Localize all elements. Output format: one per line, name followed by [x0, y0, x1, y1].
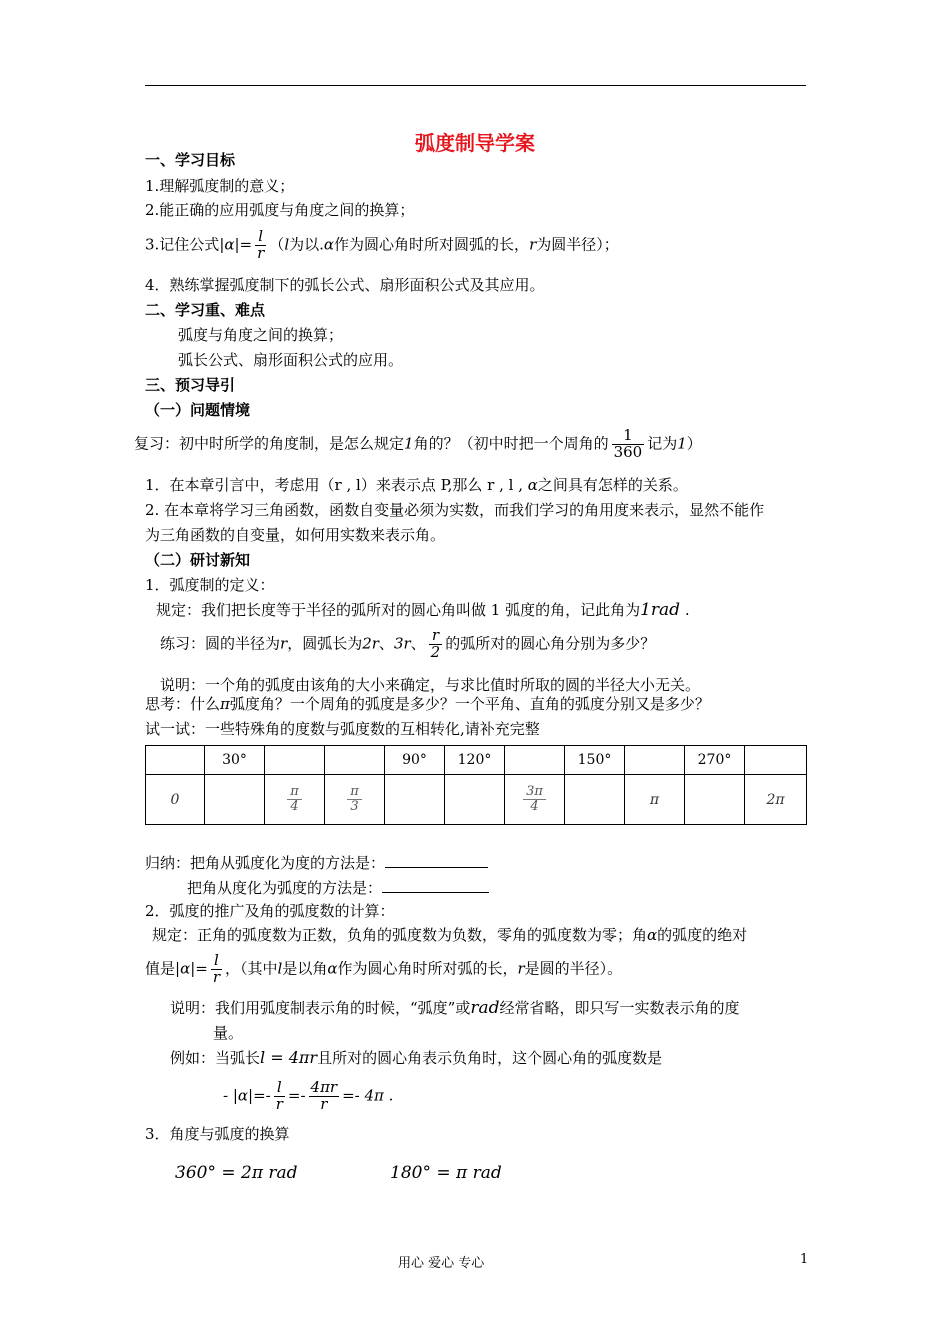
- radian-fraction: $\frac{3\pi}{4}$: [523, 785, 546, 815]
- goal-1: 1.理解弧度制的意义；: [145, 177, 295, 195]
- radian-row: [146, 775, 807, 825]
- question-2-line2: 为三角函数的自变量，如何用实数来表示角。: [145, 526, 446, 544]
- think-line: 思考：什么π弧度角？一个周角的弧度是多少？一个平角、直角的弧度分别又是多少？: [145, 695, 710, 713]
- radian-cell: [325, 775, 385, 825]
- radian-cell: 2π: [745, 775, 807, 825]
- radian-cell: π: [625, 775, 685, 825]
- blank-answer-2[interactable]: [382, 880, 489, 893]
- degree-cell: 270°: [685, 746, 745, 775]
- definition-line: 规定：我们把长度等于半径的弧所对的圆心角叫做 1 弧度的角，记此角为1rad .: [156, 600, 690, 620]
- practice-line: 练习：圆的半径为r，圆弧长为2r、3r、 $\frac{r}{2}$ 的弧所对的圆心角分别为多少？: [160, 626, 656, 661]
- degree-cell: [146, 746, 205, 775]
- radian-cell: [685, 775, 745, 825]
- rule-line: 规定：正角的弧度数为正数，负角的弧度数为负数，零角的弧度数为零；角α的弧度的绝对: [152, 926, 748, 944]
- degree-cell: 90°: [385, 746, 445, 775]
- radian-cell: [205, 775, 265, 825]
- extension-heading: 2．弧度的推广及角的弧度数的计算：: [145, 902, 395, 920]
- radian-fraction: $\frac{\pi}{3}$: [347, 785, 362, 815]
- section-heading-goals: 一、学习目标: [145, 151, 236, 169]
- example-line: 例如：当弧长l = 4πr且所对的圆心角表示负角时，这个圆心角的弧度数是: [170, 1048, 663, 1067]
- value-line: 值是|α|= $\frac{l}{r}$ ，（其中l是以角α作为圆心角时所对弧的长，r是圆的半径）。: [145, 951, 623, 986]
- conversion-360: 360° = 2π rad: [175, 1163, 298, 1183]
- degree-cell: [265, 746, 325, 775]
- degree-cell: 120°: [445, 746, 505, 775]
- page-number: 1: [800, 1252, 809, 1267]
- degree-row: [146, 746, 807, 775]
- note-line-cont: 量。: [213, 1024, 244, 1042]
- goal-3-lhs: |α|=: [219, 235, 253, 254]
- goal-3-fraction: $\frac{l}{r}$: [257, 227, 265, 262]
- goal-2: 2.能正确的应用弧度与角度之间的换算；: [145, 201, 415, 219]
- degree-cell: [625, 746, 685, 775]
- goal-3-prefix: 3.记住公式: [145, 235, 220, 254]
- summary-line-1: 归纳：把角从弧度化为度的方法是：: [145, 855, 488, 871]
- goal-4: 4．熟练掌握弧度制下的弧长公式、扇形面积公式及其应用。: [145, 276, 545, 294]
- degree-cell: [745, 746, 807, 775]
- radian-cell: [505, 775, 565, 825]
- footer-slogan: 用心 爱心 专心: [398, 1256, 485, 1271]
- calculation-line: - |α|=- $\frac{l}{r}$ =- $\frac{4\pi r}{r}$ =- 4π .: [223, 1078, 394, 1113]
- degree-cell: 150°: [565, 746, 625, 775]
- definition-heading: 1．弧度制的定义：: [145, 576, 275, 594]
- practice-fraction: $\frac{r}{2}$: [430, 626, 441, 661]
- degree-cell: [325, 746, 385, 775]
- conversion-heading: 3．角度与弧度的换算: [145, 1125, 290, 1143]
- section-heading-key-points: 二、学习重、难点: [145, 301, 266, 319]
- subheading-problem: （一）问题情境: [145, 401, 251, 419]
- key-point-1: 弧度与角度之间的换算；: [178, 326, 344, 344]
- goal-3: 3.记住公式|α|= $\frac{l}{r}$ （l为以.α作为圆心角时所对圆弧的长，r为圆半径）；: [145, 227, 619, 262]
- radian-cell: [565, 775, 625, 825]
- page-title: 弧度制导学案: [415, 131, 535, 155]
- angle-conversion-table: [145, 745, 807, 825]
- key-point-2: 弧长公式、扇形面积公式的应用。: [178, 351, 404, 369]
- question-1: 1．在本章引言中，考虑用（r , l）来表示点 P,那么 r , l , α之间具有怎样的关系。: [145, 476, 688, 494]
- blank-answer-1[interactable]: [385, 855, 488, 868]
- conversion-180: 180° = π rad: [390, 1163, 502, 1183]
- review-fraction: $\frac{1}{360}$: [613, 426, 643, 461]
- try-line: 试一试：一些特殊角的度数与弧度数的互相转化,请补充完整: [145, 720, 540, 738]
- section-heading-preview: 三、预习导引: [145, 376, 236, 394]
- radian-cell: [265, 775, 325, 825]
- radian-cell: 0: [146, 775, 205, 825]
- explanation-line: 说明：一个角的弧度由该角的大小来确定，与求比值时所取的圆的半径大小无关。: [160, 676, 701, 694]
- calc-fraction-1: $\frac{l}{r}$: [275, 1078, 283, 1113]
- degree-cell: 30°: [205, 746, 265, 775]
- value-fraction: $\frac{l}{r}$: [212, 951, 220, 986]
- subheading-new-knowledge: （二）研讨新知: [145, 551, 251, 569]
- review-line: 复习：初中时所学的角度制，是怎么规定1角的？（初中时把一个周角的 $\frac{1}{360}$ 记为1）: [134, 426, 702, 461]
- question-2-line1: 2. 在本章将学习三角函数，函数自变量必须为实数，而我们学习的角用度来表示，显然不能作: [145, 501, 765, 519]
- summary-line-2: 把角从度化为弧度的方法是：: [187, 880, 489, 896]
- radian-cell: [445, 775, 505, 825]
- note-line: 说明：我们用弧度制表示角的时候，“弧度”或rad经常省略，即只写一实数表示角的度: [170, 998, 740, 1018]
- degree-cell: [505, 746, 565, 775]
- header-rule: [145, 85, 806, 86]
- radian-fraction: $\frac{\pi}{4}$: [287, 785, 302, 815]
- calc-fraction-2: $\frac{4\pi r}{r}$: [310, 1078, 338, 1113]
- radian-cell: [385, 775, 445, 825]
